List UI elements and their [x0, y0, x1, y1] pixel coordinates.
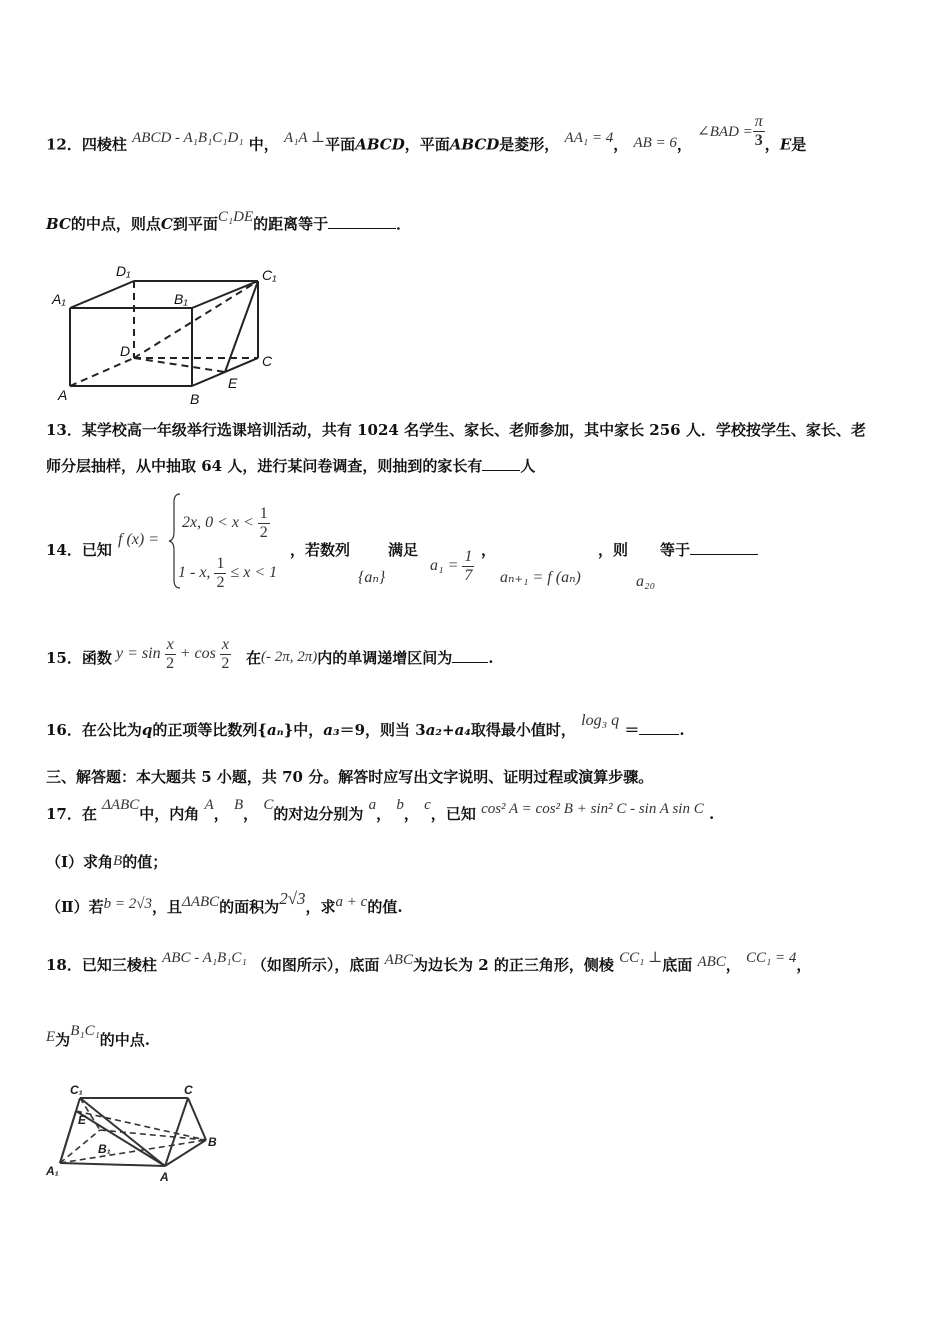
- edge-c1e: [225, 281, 258, 372]
- edge-dc1-hidden: [134, 281, 258, 358]
- q15-label: 15．函数: [46, 649, 112, 667]
- label-A1: A₁: [52, 291, 66, 307]
- q13-answer-blank: [482, 456, 520, 471]
- q14-case1: 2x, 0 < x < $\frac{1}{2}$: [182, 505, 268, 541]
- a1-fraction: $\frac{1}{7}$: [464, 548, 473, 584]
- q14-answer-blank: [690, 540, 758, 555]
- label-C: C: [184, 1083, 193, 1097]
- edge-eb-hidden: [76, 1111, 206, 1140]
- q15-answer-blank: [452, 648, 488, 663]
- label-C: C: [262, 353, 273, 369]
- label-A: A: [58, 387, 68, 403]
- f1-fraction: $\frac{x}{2}$: [166, 636, 175, 672]
- q14-equals: 等于: [660, 540, 758, 560]
- label-D1: D₁: [116, 263, 131, 279]
- label-A: A: [160, 1170, 169, 1184]
- edge-a1d1: [70, 281, 134, 308]
- label-B: B: [190, 391, 200, 407]
- edge-b1c1: [192, 281, 258, 308]
- q16-line: 16．在公比为q的正项等比数列{aₙ}中，a₃＝9，则当 3a₂+a₄取得最小值时， log₃ q ＝ .: [46, 712, 685, 739]
- q12-answer-blank: [328, 214, 396, 229]
- section-3-title: 三、解答题：本大题共 5 小题，共 70 分。解答时应写出文字说明、证明过程或演算步骤。: [46, 768, 654, 786]
- q15-func: y = sin $\frac{x}{2}$ + cos $\frac{x}{2}$: [116, 636, 230, 672]
- q13-line2: 师分层抽样，从中抽取 64 人，进行某问卷调查，则抽到的家长有 人: [46, 457, 536, 475]
- q14-case2: 1 - x, $\frac{1}{2}$ ≤ x < 1: [178, 555, 278, 591]
- label-B1: B₁: [98, 1142, 111, 1156]
- edge-ea: [76, 1111, 165, 1166]
- q13-line1: 13．某学校高一年级举行选课培训活动，共有 1024 名学生、家长、老师参加，其中家长 256 人．学校按学生、家长、老: [46, 421, 866, 439]
- q12-line1: 12．四棱柱 ABCD - A₁B₁C₁D₁ 中， A₁A ⊥平面ABCD，平面ABCD是菱形， AA₁ = 4， AB = 6， ∠BAD = $\frac{\pi}{3}$ ，E是: [46, 113, 807, 154]
- q17-part1: （Ⅰ）求角B的值；: [46, 853, 168, 871]
- q14-label: 14．已知: [46, 541, 112, 559]
- label-B1: B₁: [174, 291, 188, 307]
- edge-a1e: [60, 1111, 76, 1163]
- case2-fraction: $\frac{1}{2}$: [216, 555, 225, 591]
- label-A1: A₁: [46, 1164, 59, 1178]
- q17-line1: 17．在 ΔABC中，内角 A， B， C的对边分别为 a， b， c，已知 cos² A = cos² B + sin² C - sin A sin C .: [46, 797, 715, 823]
- edge-a1a: [60, 1163, 165, 1166]
- label-B: B: [208, 1135, 217, 1149]
- q14-seq: {aₙ}: [358, 569, 386, 586]
- q12-line2: BC的中点，则点C到平面C₁DE的距离等于 ．: [46, 209, 412, 233]
- q15-text: 在(- 2π, 2π)内的单调递增区间为 .: [246, 649, 494, 667]
- q18-line2: E为B₁C₁的中点.: [46, 1023, 151, 1049]
- f2-fraction: $\frac{x}{2}$: [221, 636, 230, 672]
- edge-de-hidden: [134, 358, 225, 372]
- q14-text1: ，若数列 满足: [290, 541, 419, 559]
- q18-line1: 18．已知三棱柱 ABC - A₁B₁C₁ （如图所示），底面 ABC为边长为 2 的正三角形，侧棱 CC₁ ⊥底面 ABC， CC₁ = 4，: [46, 950, 812, 974]
- q14-a1: a₁ = $\frac{1}{7}$: [430, 548, 473, 584]
- label-D: D: [120, 343, 131, 359]
- prism-figure-1: [40, 258, 290, 408]
- case1-fraction: $\frac{1}{2}$: [259, 505, 268, 541]
- angle-fraction: $\frac{\pi}{3}$: [754, 113, 763, 149]
- edge-ad-hidden: [70, 358, 134, 386]
- q14-recurrence: aₙ₊₁ = f (aₙ): [500, 569, 581, 586]
- edge-a1b-hidden: [60, 1140, 206, 1163]
- label-C1: C₁: [70, 1083, 83, 1097]
- label-E: E: [78, 1113, 87, 1127]
- q14-a20: a₂₀: [636, 573, 656, 590]
- label-E: E: [228, 375, 238, 391]
- q17-part2: （Ⅱ）若b = 2√3，且ΔABC的面积为2√3，求a + c的值.: [46, 889, 403, 916]
- q16-answer-blank: [639, 720, 679, 735]
- edge-ab: [165, 1140, 206, 1166]
- label-C1: C₁: [262, 267, 277, 283]
- q14-f: f (x) =: [118, 531, 159, 548]
- prism-figure-2: [40, 1078, 230, 1188]
- q14-comma: ，: [481, 541, 497, 559]
- edge-cb: [188, 1098, 206, 1140]
- q14-then: ，则: [598, 541, 629, 559]
